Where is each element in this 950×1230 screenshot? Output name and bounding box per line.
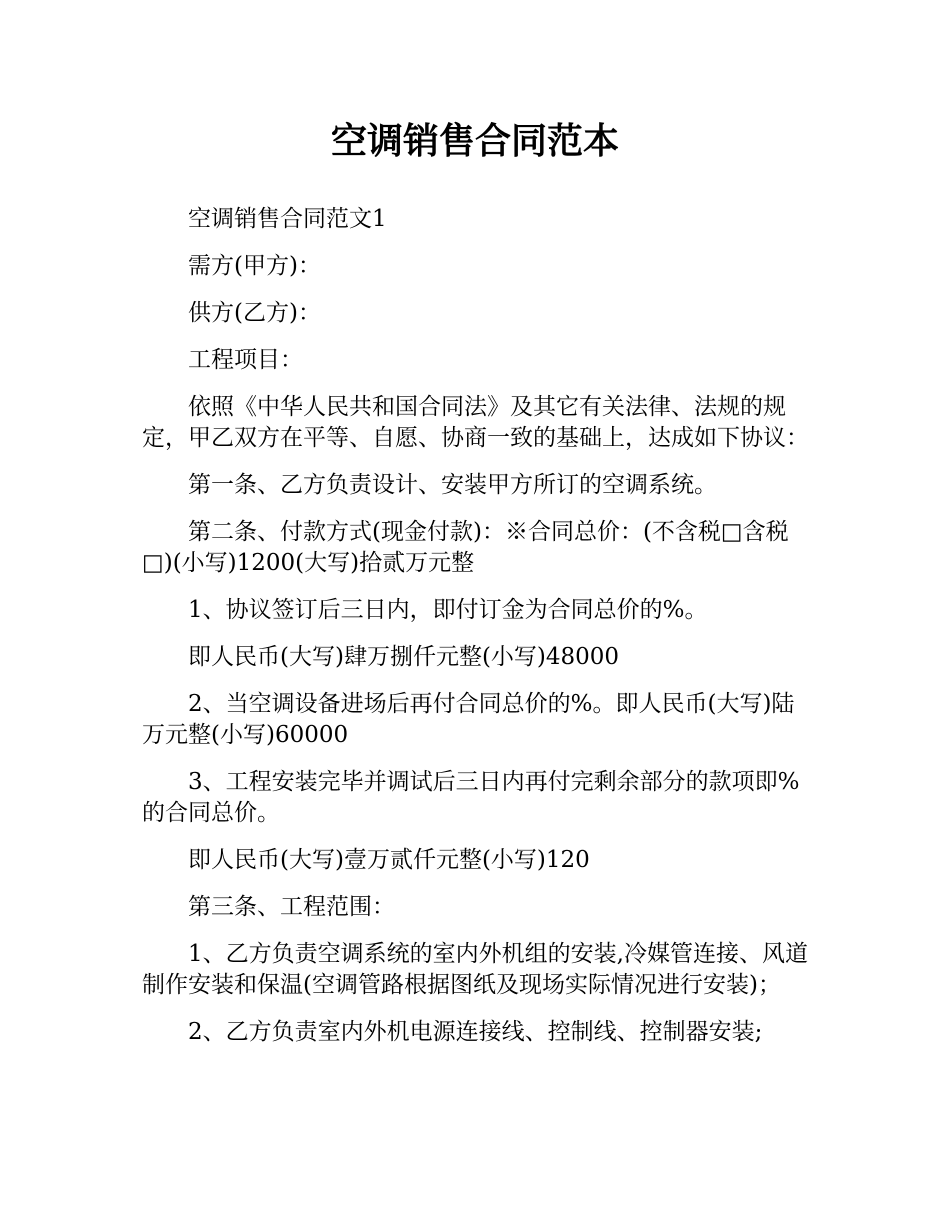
paragraph: 2、当空调设备进场后再付合同总价的%。即人民币(大写)陆万元整(小写)60000: [142, 691, 795, 748]
paragraph: 需方(甲方)：: [188, 253, 321, 279]
paragraph: 即人民币(大写)肆万捌仟元整(小写)48000: [188, 644, 620, 670]
paragraph: 供方(乙方)：: [188, 300, 321, 326]
paragraph: 第二条、付款方式(现金付款)：※合同总价：(不含税□含税□)(小写)1200(大写)拾贰万元整: [142, 519, 789, 576]
paragraph: 第三条、工程范围：: [188, 894, 395, 920]
paragraph: 依照《中华人民共和国合同法》及其它有关法律、法规的规定，甲乙双方在平等、自愿、协商一致的基础上，达成如下协议：: [142, 394, 809, 451]
paragraph: 1、协议签订后三日内，即付订金为合同总价的%。: [188, 597, 708, 623]
document-body: [142, 204, 810, 1064]
paragraph: 2、乙方负责室内外机电源连接线、控制线、控制器安装;: [188, 1019, 763, 1045]
paragraph: 工程项目：: [188, 347, 303, 373]
paragraph: 3、工程安装完毕并调试后三日内再付完剩余部分的款项即%的合同总价。: [142, 769, 800, 826]
paragraph: 空调销售合同范文1: [188, 206, 387, 232]
paragraph: 第一条、乙方负责设计、安装甲方所订的空调系统。: [188, 472, 717, 498]
document-title: 空调销售合同范本: [330, 121, 619, 162]
paragraph: 1、乙方负责空调系统的室内外机组的安装,冷媒管连接、风道制作安装和保温(空调管路根据图纸及现场实际情况进行安装)；: [142, 941, 808, 998]
paragraph: 即人民币(大写)壹万贰仟元整(小写)120: [188, 847, 590, 873]
